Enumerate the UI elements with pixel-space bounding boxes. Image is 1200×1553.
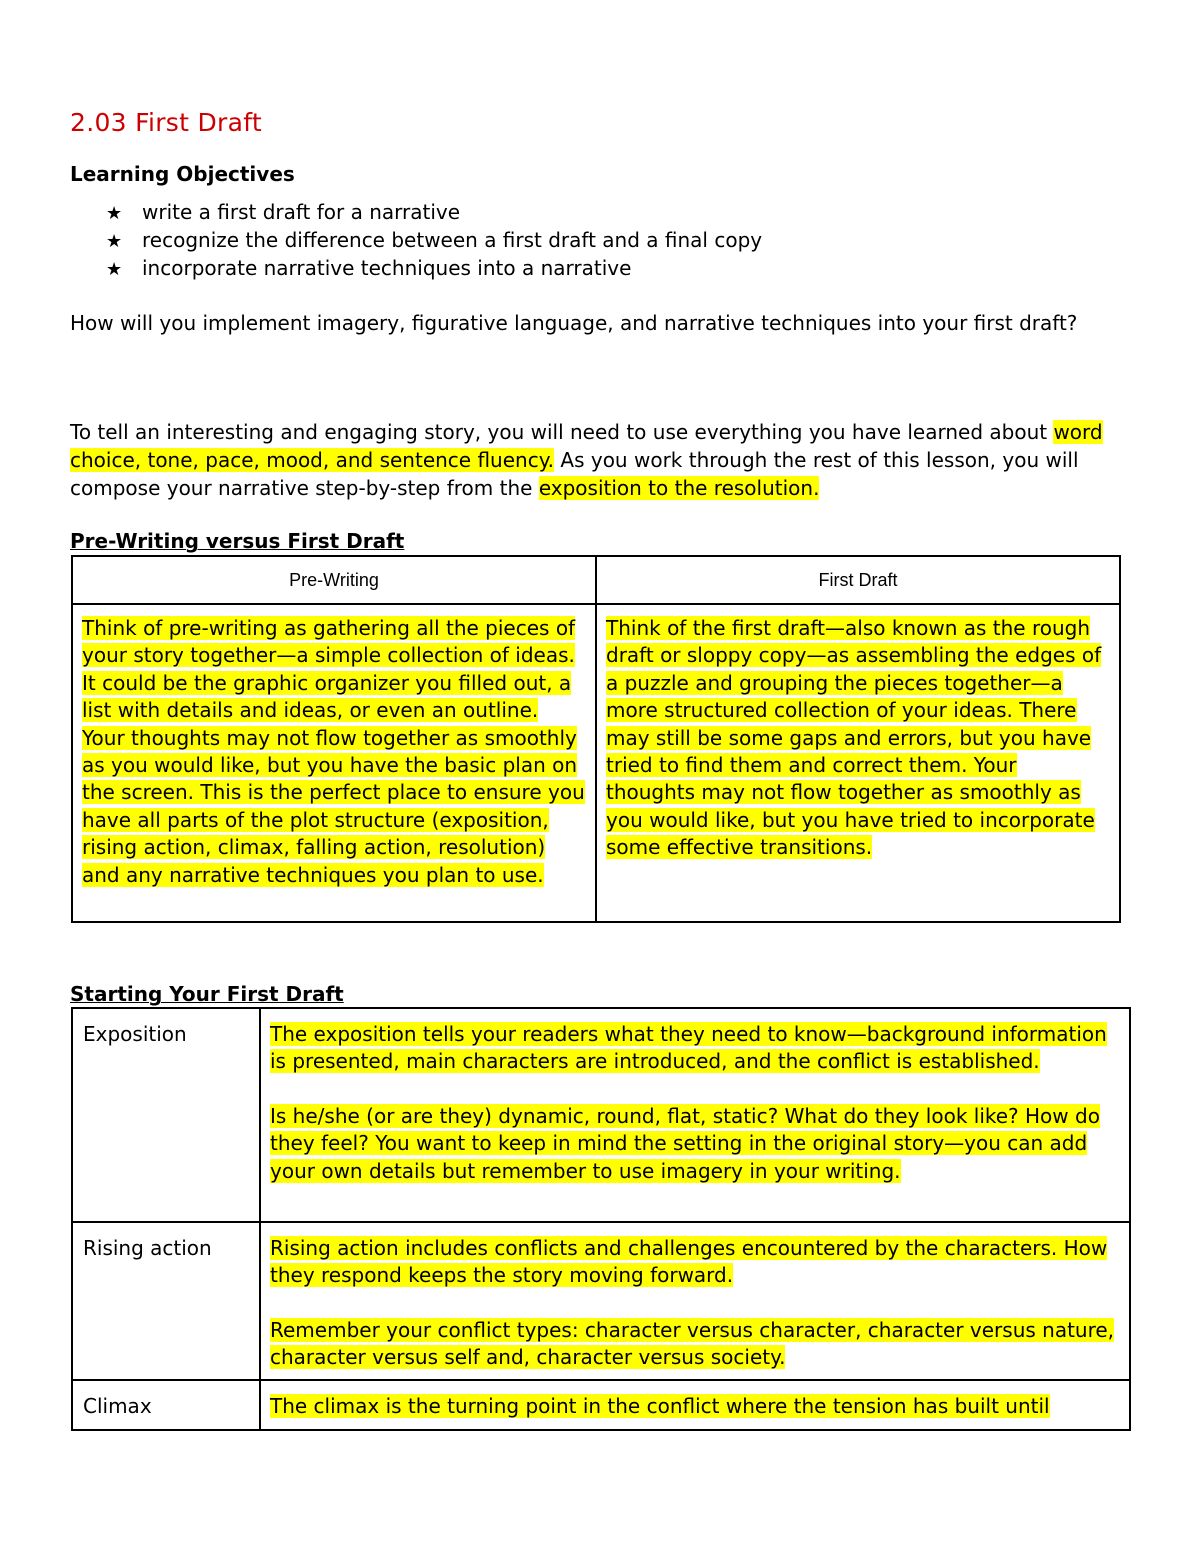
objective-text: write a first draft for a narrative — [142, 200, 461, 224]
highlighted-text: Rising action includes conflicts and challenges encountered by the characters. How they respond keeps the story moving forward. — [270, 1236, 1108, 1288]
star-icon: ★ — [106, 231, 123, 252]
cell-paragraph — [270, 1393, 1119, 1420]
table-cell — [260, 1380, 1130, 1430]
row-label: Rising action — [72, 1222, 260, 1380]
guiding-question: How will you implement imagery, figurative language, and narrative techniques into your first draft? — [70, 311, 1078, 335]
highlighted-text: Is he/she (or are they) dynamic, round, flat, static? What do they look like? How do they feel? You want to keep in mind the setting in the original story—you can add your own details but remember to use imagery in your writing. — [270, 1103, 1100, 1183]
highlighted-text: word choice, tone, pace, mood, and sentence fluency. — [70, 420, 1103, 472]
row-label: Exposition — [72, 1008, 260, 1222]
table-cell — [72, 604, 596, 922]
list-item — [106, 226, 762, 254]
intro-paragraph — [70, 418, 1130, 502]
list-item — [106, 198, 762, 226]
prewriting-section-heading: Pre-Writing versus First Draft — [70, 529, 405, 553]
cell-paragraph — [270, 1021, 1119, 1076]
cell-paragraph — [270, 1235, 1119, 1290]
column-header: First Draft — [596, 556, 1120, 604]
intro-text: As you work through the rest of this lesson, you will compose your narrative step-by-step from the — [70, 448, 1079, 500]
objective-text: incorporate narrative techniques into a narrative — [142, 256, 632, 280]
table-row — [72, 1222, 1130, 1380]
list-item — [106, 254, 762, 282]
cell-paragraph — [270, 1103, 1119, 1185]
star-icon: ★ — [106, 203, 123, 224]
table-row — [72, 604, 1120, 922]
plot-structure-table — [71, 1007, 1131, 1431]
row-label: Climax — [72, 1380, 260, 1430]
intro-text: To tell an interesting and engaging story, you will need to use everything you have learned about — [70, 420, 1054, 444]
starting-section-heading: Starting Your First Draft — [70, 982, 344, 1006]
prewriting-vs-draft-table — [71, 555, 1121, 923]
table-cell — [260, 1222, 1130, 1380]
star-icon: ★ — [106, 259, 123, 280]
table-header-row — [72, 556, 1120, 604]
column-header: Pre-Writing — [72, 556, 596, 604]
page-title: 2.03 First Draft — [70, 108, 262, 137]
learning-objectives-list — [106, 198, 762, 282]
table-cell — [596, 604, 1120, 922]
highlighted-text: exposition to the resolution. — [538, 476, 820, 500]
highlighted-text: Remember your conflict types: character versus character, character versus nature, character versus self and, character versus society. — [270, 1317, 1115, 1370]
highlighted-text: Think of pre-writing as gathering all the pieces of your story together—a simple collection of ideas. It could be the graphic organizer you filled out, a list with details and ideas, or even an outline. Your thoughts may not flow together as smoothly as you would like, but you have the basic plan on the screen. This is the perfect place to ensure you have all parts of the plot structure (exposition, rising action, climax, falling action, resolution) and any narrative techniques you plan to use. — [82, 616, 585, 887]
highlighted-text: The exposition tells your readers what they need to know—background information is presented, main characters are introduced, and the conflict is established. — [270, 1022, 1107, 1074]
highlighted-text: Think of the first draft—also known as the rough draft or sloppy copy—as assembling the edges of a puzzle and grouping the pieces together—a more structured collection of your ideas. There may still be some gaps and errors, but you have tried to find them and correct them. Your thoughts may not flow together as smoothly as you would like, but you have tried to incorporate some effective transitions. — [606, 616, 1102, 860]
objective-text: recognize the difference between a first draft and a final copy — [142, 228, 763, 252]
cell-paragraph — [270, 1317, 1119, 1372]
table-row — [72, 1008, 1130, 1222]
table-row — [72, 1380, 1130, 1430]
highlighted-text: The climax is the turning point in the conflict where the tension has built until — [270, 1394, 1050, 1418]
learning-objectives-heading: Learning Objectives — [70, 162, 295, 186]
table-cell — [260, 1008, 1130, 1222]
